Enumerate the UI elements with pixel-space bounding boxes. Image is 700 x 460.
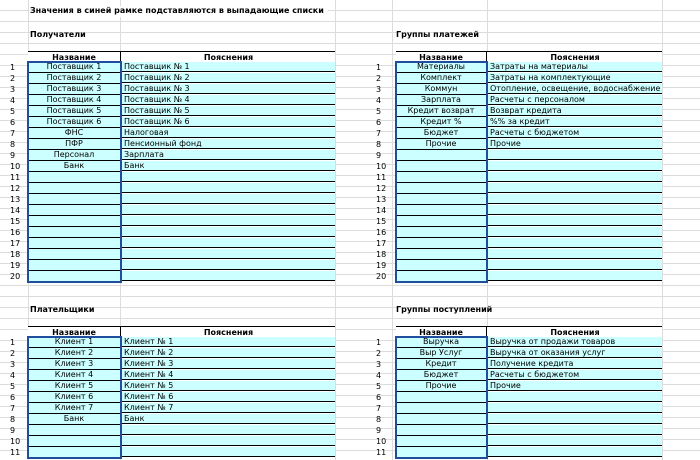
description-cell[interactable]: Расчеты с бюджетом [488,370,662,380]
row-number: 14 [10,206,21,215]
column-header-name: Название [419,53,463,62]
column-header-name: Название [419,328,463,337]
column-header-name: Название [52,328,96,337]
row-number: 3 [376,85,382,94]
description-cell[interactable] [122,216,335,226]
column-header-description: Пояснения [550,328,600,337]
row-number: 9 [10,151,16,160]
row-number: 7 [10,129,16,138]
row-number: 17 [10,239,21,248]
row-number: 1 [10,63,16,72]
row-number: 7 [376,129,382,138]
description-cell[interactable]: Клиент № 7 [122,403,335,413]
name-cell[interactable]: Клиент 6 [28,392,120,403]
name-cell[interactable] [28,172,120,183]
name-cell[interactable] [396,227,486,238]
section-title: Группы платежей [396,30,479,39]
row-number: 5 [10,107,16,116]
description-cell[interactable] [488,249,662,259]
name-cell[interactable] [396,249,486,260]
name-cell[interactable] [396,183,486,194]
row-number: 9 [376,151,382,160]
row-number: 3 [10,85,16,94]
row-number: 14 [376,206,387,215]
name-cell[interactable] [28,260,120,271]
row-number: 16 [10,228,21,237]
row-number: 17 [376,239,387,248]
column-divider [486,62,488,282]
description-cell[interactable]: Клиент № 4 [122,370,335,380]
name-cell[interactable] [28,249,120,260]
row-number: 2 [10,349,16,358]
row-number: 10 [10,437,21,446]
description-cell[interactable] [488,414,662,424]
row-number: 5 [10,382,16,391]
row-number: 13 [376,195,387,204]
row-number: 20 [10,272,21,281]
name-cell[interactable]: Клиент 4 [28,370,120,381]
description-cell[interactable] [122,260,335,270]
row-number: 12 [376,184,387,193]
row-number: 6 [376,118,382,127]
description-cell[interactable] [488,183,662,193]
name-cell[interactable]: Бюджет [396,370,486,381]
row-number: 9 [10,426,16,435]
row-number: 4 [10,96,16,105]
row-number: 13 [10,195,21,204]
name-cell[interactable] [396,271,486,282]
row-number: 12 [10,184,21,193]
name-cell[interactable]: Поставщик 1 [28,62,120,73]
name-cell[interactable]: ФНС [28,128,120,139]
row-number: 8 [10,140,16,149]
name-cell[interactable] [28,436,120,447]
description-cell[interactable] [488,150,662,160]
name-cell[interactable]: ПФР [28,139,120,150]
row-number: 6 [10,118,16,127]
row-number: 19 [10,261,21,270]
row-number: 8 [376,140,382,149]
name-cell[interactable]: Кредит % [396,117,486,128]
name-cell[interactable]: Персонал [28,150,120,161]
description-cell[interactable]: Зарплата [122,150,335,160]
description-cell[interactable]: Клиент № 3 [122,359,335,369]
name-cell[interactable]: Поставщик 5 [28,106,120,117]
description-cell[interactable]: Налоговая [122,128,335,138]
row-number: 10 [376,162,387,171]
description-cell[interactable]: Затраты на материалы [488,62,662,72]
description-cell[interactable]: Получение кредита [488,359,662,369]
column-header-name: Название [52,53,96,62]
name-cell[interactable] [396,425,486,436]
name-cell[interactable]: Кредит [396,359,486,370]
description-cell[interactable] [122,227,335,237]
description-cell[interactable]: Поставщик № 5 [122,106,335,116]
name-cell[interactable] [396,238,486,249]
name-cell[interactable] [396,403,486,414]
description-cell[interactable] [488,238,662,248]
name-cell[interactable] [28,183,120,194]
name-cell[interactable]: Выр Услуг [396,348,486,359]
name-cell[interactable] [396,194,486,205]
name-cell[interactable]: Кредит возврат [396,106,486,117]
name-cell[interactable]: Банк [28,161,120,172]
description-cell[interactable] [488,172,662,182]
section-title: Группы поступлений [396,305,493,314]
name-cell[interactable] [396,392,486,403]
name-cell[interactable]: Выручка [396,337,486,348]
description-cell[interactable] [122,425,335,435]
description-cell[interactable] [122,205,335,215]
description-cell[interactable]: Клиент № 2 [122,348,335,358]
row-number: 7 [10,404,16,413]
row-number: 16 [376,228,387,237]
description-cell[interactable]: Поставщик № 6 [122,117,335,127]
name-cell[interactable]: Банк [28,414,120,425]
sheet-title: Значения в синей рамке подставляются в выпадающие списки [30,6,328,17]
name-cell[interactable]: Материалы [396,62,486,73]
name-cell[interactable]: Клиент 3 [28,359,120,370]
description-cell[interactable]: %% за кредит [488,117,662,127]
row-number: 1 [10,338,16,347]
name-cell[interactable] [396,205,486,216]
description-cell[interactable]: Банк [122,161,335,171]
row-number: 5 [376,107,382,116]
name-cell[interactable]: Поставщик 4 [28,95,120,106]
description-cell[interactable]: Поставщик № 1 [122,62,335,72]
row-number: 10 [376,437,387,446]
section-title: Получатели [30,30,86,39]
description-cell[interactable]: Возврат кредита [488,106,662,116]
description-cell[interactable] [122,172,335,182]
name-cell[interactable] [28,271,120,282]
description-cell[interactable]: Клиент № 6 [122,392,335,402]
name-cell[interactable]: Клиент 7 [28,403,120,414]
row-number: 7 [376,404,382,413]
description-cell[interactable]: Поставщик № 4 [122,95,335,105]
column-divider [120,62,122,282]
description-cell[interactable] [488,403,662,413]
row-number: 8 [376,415,382,424]
name-cell[interactable] [396,447,486,458]
name-cell[interactable]: Клиент 1 [28,337,120,348]
grid-column-line [392,0,393,460]
row-number: 3 [10,360,16,369]
description-cell[interactable]: Прочие [488,381,662,391]
row-number: 6 [10,393,16,402]
description-cell[interactable] [488,161,662,171]
name-cell[interactable] [396,150,486,161]
name-cell[interactable]: Поставщик 6 [28,117,120,128]
description-cell[interactable] [122,238,335,248]
row-number: 20 [376,272,387,281]
name-cell[interactable] [28,194,120,205]
description-cell[interactable]: Расчеты с персоналом [488,95,662,105]
description-cell[interactable] [122,194,335,204]
description-cell[interactable] [488,216,662,226]
column-divider [120,337,122,458]
name-cell[interactable] [28,447,120,458]
row-number: 11 [376,173,387,182]
description-cell[interactable] [488,436,662,446]
row-number: 1 [376,63,382,72]
name-cell[interactable] [396,172,486,183]
description-cell[interactable]: Расчеты с бюджетом [488,128,662,138]
description-cell[interactable]: Поставщик № 2 [122,73,335,83]
row-number: 5 [376,382,382,391]
row-number: 2 [10,74,16,83]
name-cell[interactable] [28,227,120,238]
description-cell[interactable]: Банк [122,414,335,424]
name-cell[interactable] [28,216,120,227]
row-number: 10 [10,162,21,171]
description-cell[interactable]: Пенсионный фонд [122,139,335,149]
row-number: 9 [376,426,382,435]
row-number: 6 [376,393,382,402]
description-cell[interactable]: Выручка от продажи товаров [488,337,662,347]
description-cell[interactable] [488,205,662,215]
row-number: 2 [376,74,382,83]
row-number: 2 [376,349,382,358]
description-cell[interactable]: Клиент № 1 [122,337,335,347]
name-cell[interactable]: Поставщик 3 [28,84,120,95]
grid-column-line [662,0,663,460]
name-cell[interactable] [396,414,486,425]
row-number: 18 [10,250,21,259]
name-cell[interactable] [28,205,120,216]
name-cell[interactable] [28,238,120,249]
row-number: 19 [376,261,387,270]
section-title: Плательщики [30,305,95,314]
name-cell[interactable]: Комплект [396,73,486,84]
name-cell[interactable]: Прочие [396,381,486,392]
row-number: 11 [10,448,21,457]
description-cell[interactable] [122,436,335,446]
row-number: 15 [10,217,21,226]
column-header-description: Пояснения [550,53,600,62]
row-number: 3 [376,360,382,369]
description-cell[interactable]: Поставщик № 3 [122,84,335,94]
description-cell[interactable] [488,194,662,204]
name-cell[interactable]: Клиент 5 [28,381,120,392]
row-number: 1 [376,338,382,347]
grid-column-line [335,0,336,460]
row-number: 4 [10,371,16,380]
description-cell[interactable] [122,447,335,457]
description-cell[interactable]: Прочие [488,139,662,149]
description-cell[interactable] [122,183,335,193]
column-header-description: Пояснения [203,328,254,337]
name-cell[interactable]: Зарплата [396,95,486,106]
description-cell[interactable] [488,425,662,435]
description-cell[interactable] [488,447,662,457]
name-cell[interactable]: Коммун [396,84,486,95]
row-number: 11 [10,173,21,182]
description-cell[interactable] [488,227,662,237]
name-cell[interactable] [28,425,120,436]
description-cell[interactable] [488,260,662,270]
row-number: 11 [376,448,387,457]
description-cell[interactable]: Затраты на комплектующие [488,73,662,83]
row-number: 15 [376,217,387,226]
name-cell[interactable]: Прочие [396,139,486,150]
column-header-description: Пояснения [203,53,254,62]
description-cell[interactable]: Клиент № 5 [122,381,335,391]
name-cell[interactable] [396,216,486,227]
row-number: 4 [376,371,382,380]
description-cell[interactable]: Выручка от оказания услуг [488,348,662,358]
description-cell[interactable] [488,271,662,281]
name-cell[interactable] [396,260,486,271]
name-cell[interactable]: Клиент 2 [28,348,120,359]
description-cell[interactable] [122,249,335,259]
column-divider [486,337,488,458]
description-cell[interactable] [488,392,662,402]
row-number: 18 [376,250,387,259]
description-cell[interactable] [122,271,335,281]
row-number: 4 [376,96,382,105]
row-number: 8 [10,415,16,424]
description-cell[interactable]: Отопление, освещение, водоснабжение [490,84,661,93]
name-cell[interactable] [396,161,486,172]
name-cell[interactable] [396,436,486,447]
name-cell[interactable]: Бюджет [396,128,486,139]
name-cell[interactable]: Поставщик 2 [28,73,120,84]
